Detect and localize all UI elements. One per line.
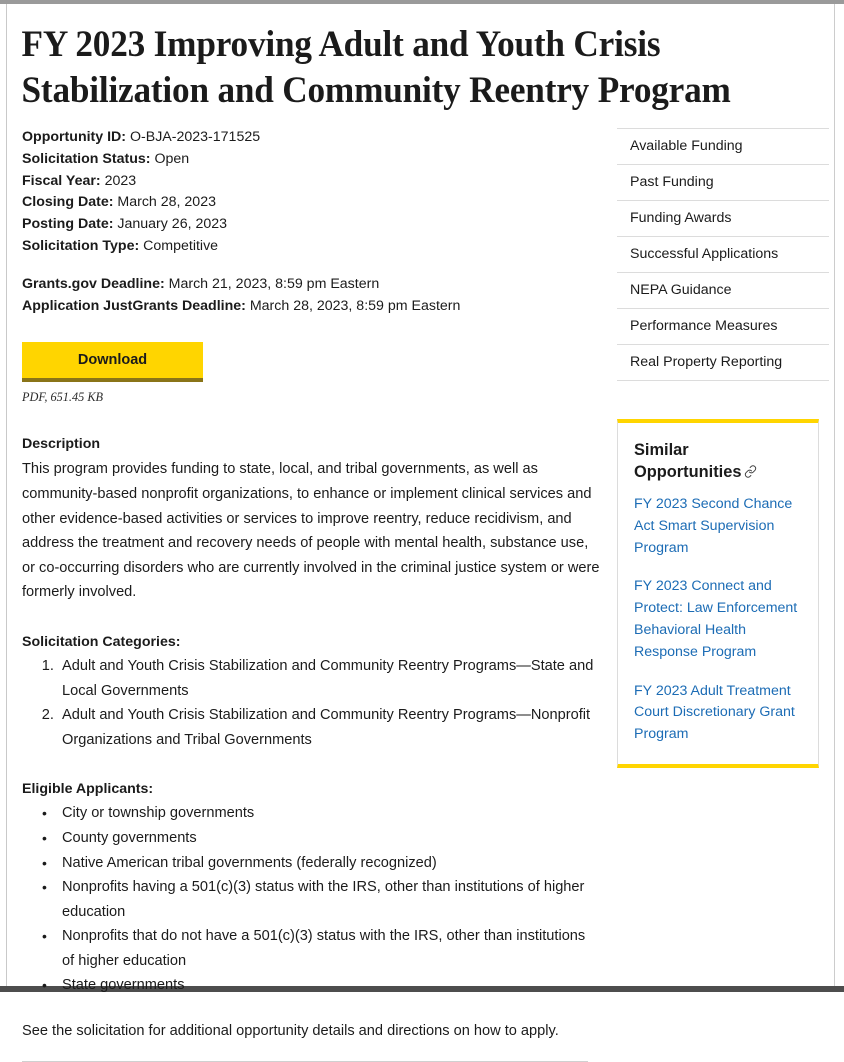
page-content [8, 4, 834, 1040]
similar-opportunities-title-text: Similar Opportunities [634, 441, 742, 481]
sidebar-item-past-funding[interactable]: Past Funding [617, 165, 829, 201]
list-item: • Nonprofits that do not have a 501(c)(3) status with the IRS, other than institutions of higher education [58, 924, 600, 973]
list-item: • Native American tribal governments (federally recognized) [58, 851, 600, 876]
page-right-edge [834, 4, 844, 986]
list-item: • State governments [58, 973, 600, 998]
meta-row [22, 127, 600, 149]
meta-label: Solicitation Type: [22, 237, 140, 254]
resource-nav [617, 128, 829, 381]
meta-value: January 26, 2023 [117, 216, 228, 233]
meta-value: O-BJA-2023-171525 [129, 129, 261, 145]
similar-opportunity-link[interactable]: FY 2023 Adult Treatment Court Discretionary Grant Program [634, 682, 795, 743]
main-column [22, 127, 600, 1062]
download-section [22, 342, 600, 405]
sidebar-item-funding-awards[interactable]: Funding Awards [617, 201, 829, 237]
meta-row [22, 171, 600, 193]
meta-value: Competitive [143, 237, 219, 254]
deadline-row [22, 274, 600, 296]
list-item: • County governments [58, 826, 600, 851]
page-title: FY 2023 Improving Adult and Youth Crisis Stabilization and Community Reentry Program [21, 23, 731, 110]
meta-value: 2023 [104, 172, 137, 189]
closing-note: See the solicitation for additional opportunity details and directions on how to apply. [22, 1023, 559, 1040]
similar-opportunities-box [617, 419, 819, 768]
meta-label: Opportunity ID: [22, 129, 127, 145]
link-icon [744, 462, 757, 484]
meta-label: Closing Date: [22, 194, 114, 211]
deadline-label: Grants.gov Deadline: [22, 275, 165, 292]
meta-label: Solicitation Status: [22, 150, 151, 167]
deadline-value: March 28, 2023, 8:59 pm Eastern [249, 297, 461, 314]
sidebar-item-nepa-guidance[interactable]: NEPA Guidance [617, 273, 829, 309]
deadline-row [22, 296, 600, 318]
description-text: This program provides funding to state, local, and tribal governments, as well as community-based nonprofit organizations, to enhance or implement clinical services and other evidence-based activities or services to improve reentry, reduce recidivism, and address the treatment and recovery needs of people with mental health, substance use, or co-occurring disorders who are currently involved in the criminal justice system or were formerly involved. [22, 461, 600, 601]
meta-value: March 28, 2023 [117, 194, 216, 211]
download-button[interactable]: Download [22, 342, 203, 382]
page-left-edge [0, 4, 7, 986]
sidebar-item-real-property-reporting[interactable]: Real Property Reporting [617, 345, 829, 381]
opportunity-metadata [22, 127, 600, 317]
deadline-value: March 21, 2023, 8:59 pm Eastern [168, 275, 380, 292]
similar-opportunities-title [634, 439, 766, 484]
meta-row [22, 192, 600, 214]
sidebar-item-performance-measures[interactable]: Performance Measures [617, 309, 829, 345]
solicitation-categories-list [22, 654, 600, 752]
eligible-applicants-heading: Eligible Applicants: [22, 781, 154, 798]
list-item: 2. Adult and Youth Crisis Stabilization and Community Reentry Programs—Nonprofit Organizations and Tribal Governments [58, 703, 600, 752]
list-item: 1. Adult and Youth Crisis Stabilization and Community Reentry Programs—State and Local Governments [58, 654, 600, 703]
side-column [617, 127, 829, 768]
meta-spacer [22, 258, 600, 274]
file-size-note: PDF, 651.45 KB [22, 390, 104, 405]
sidebar-item-available-funding[interactable]: Available Funding [617, 129, 829, 165]
meta-row [22, 149, 600, 171]
list-item: • City or township governments [58, 801, 600, 826]
description-heading: Description [22, 436, 101, 453]
sidebar-item-successful-applications[interactable]: Successful Applications [617, 237, 829, 273]
list-item: • Nonprofits having a 501(c)(3) status with the IRS, other than institutions of higher education [58, 875, 600, 924]
eligible-applicants-list [22, 801, 600, 998]
meta-value: Open [154, 150, 190, 167]
solicitation-categories-heading: Solicitation Categories: [22, 633, 181, 650]
body-columns [8, 113, 834, 1062]
meta-label: Fiscal Year: [22, 172, 101, 189]
meta-row [22, 214, 600, 236]
similar-opportunity-link[interactable]: FY 2023 Connect and Protect: Law Enforcement Behavioral Health Response Program [634, 578, 798, 660]
deadline-label: Application JustGrants Deadline: [22, 297, 246, 314]
meta-label: Posting Date: [22, 216, 114, 233]
meta-row [22, 236, 600, 258]
similar-opportunity-link[interactable]: FY 2023 Second Chance Act Smart Supervision Program [634, 496, 793, 556]
